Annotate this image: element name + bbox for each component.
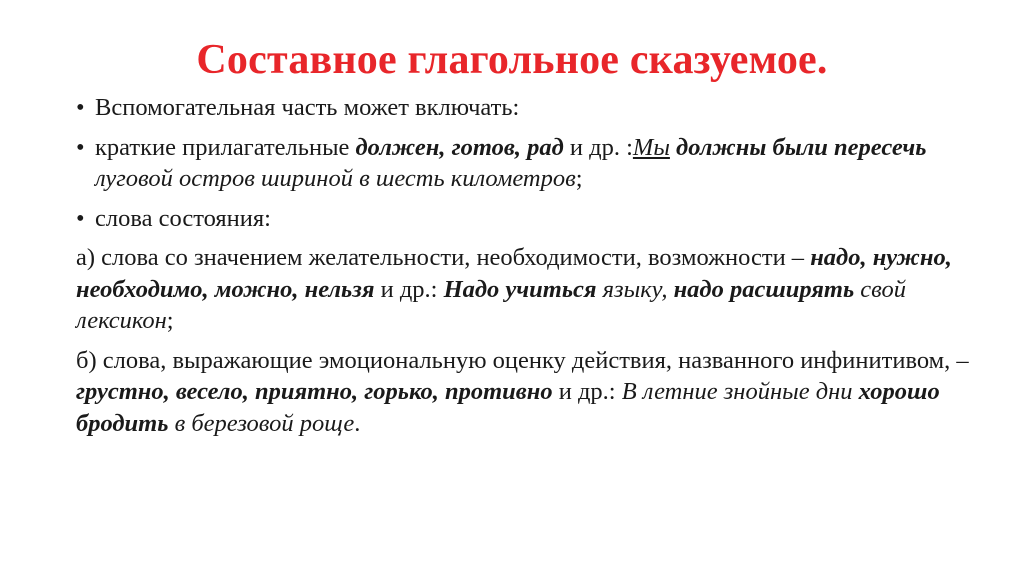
bullet-item-auxiliary	[76, 92, 976, 124]
example-predicate: должны были пересечь	[676, 133, 927, 161]
item-text: краткие прилагательные	[95, 133, 356, 161]
item-text: .	[354, 409, 361, 437]
example-sentence: В летние знойные дни	[621, 378, 859, 405]
example-words: грустно, весело, приятно, горько, противно	[76, 378, 553, 405]
bullet-item-short-adjectives	[76, 132, 976, 195]
example-sentence: языку,	[596, 275, 674, 303]
example-predicate: надо расширять	[673, 275, 855, 303]
item-text: и др.:	[552, 378, 622, 405]
item-text: ;	[166, 307, 174, 334]
paragraph-b	[76, 345, 976, 440]
bullet-marker: •	[76, 133, 85, 161]
item-text: и др. :	[563, 133, 633, 161]
example-predicate: хорошо бродить	[76, 378, 940, 437]
paragraph-a	[76, 242, 976, 337]
slide-title: Составное глагольное сказуемое.	[196, 37, 828, 83]
item-text: слова состояния:	[95, 204, 271, 232]
example-sentence: в березовой роще	[168, 409, 355, 437]
example-sentence: свой лексикон	[76, 275, 906, 334]
item-text: Вспомогательная часть может включать:	[95, 94, 520, 121]
example-words: должен, готов, рад	[355, 133, 564, 161]
item-text: ;	[575, 165, 583, 192]
slide-body	[76, 92, 976, 447]
example-subject: Мы	[632, 133, 670, 161]
example-predicate: Надо учиться	[443, 275, 597, 303]
bullet-marker: •	[76, 94, 85, 121]
bullet-item-state-words	[76, 203, 976, 235]
item-text: и др.:	[374, 275, 444, 303]
bullet-marker: •	[76, 204, 85, 232]
example-sentence: луговой остров шириной в шесть километров	[95, 165, 576, 192]
example-words: надо, нужно, необходимо, можно, нельзя	[76, 244, 952, 303]
item-text: а) слова со значением желательности, необходимости, возможности –	[76, 244, 811, 271]
item-text: б) слова, выражающие эмоциональную оценку действия, названного инфинитивом, –	[76, 346, 969, 374]
